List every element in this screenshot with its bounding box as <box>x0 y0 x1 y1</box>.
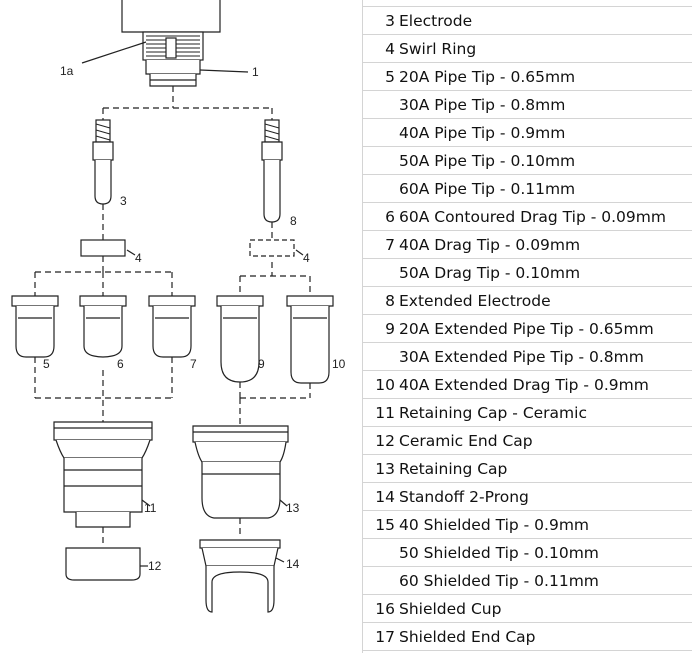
part-description: Electrode <box>399 7 692 35</box>
table-row <box>362 343 692 371</box>
part-description: 60 Shielded Tip - 0.11mm <box>399 567 692 595</box>
part-description: 40A Drag Tip - 0.09mm <box>399 231 692 259</box>
contoured-drag-tip <box>80 296 126 357</box>
callout-1a: 1a <box>60 64 74 78</box>
table-row <box>362 539 692 567</box>
callout-14: 14 <box>286 557 300 571</box>
table-row <box>362 623 692 651</box>
torch-head <box>122 0 220 86</box>
callout-8: 8 <box>290 214 297 228</box>
part-number: 4 <box>362 35 399 63</box>
table-row <box>362 203 692 231</box>
table-row <box>362 287 692 315</box>
part-number <box>362 567 399 595</box>
table-row <box>362 231 692 259</box>
part-description: 40A Extended Drag Tip - 0.9mm <box>399 371 692 399</box>
part-description: 30A Extended Pipe Tip - 0.8mm <box>399 343 692 371</box>
part-description: 60A Pipe Tip - 0.11mm <box>399 175 692 203</box>
extended-drag-tip <box>287 296 333 383</box>
part-number <box>362 91 399 119</box>
part-description: 40 Shielded Tip - 0.9mm <box>399 511 692 539</box>
drag-tip <box>149 296 195 357</box>
part-number: 13 <box>362 455 399 483</box>
part-description: Ceramic End Cap <box>399 427 692 455</box>
part-number: 7 <box>362 231 399 259</box>
table-row <box>362 427 692 455</box>
retaining-cap <box>193 426 288 518</box>
part-description: Shielded End Cap <box>399 623 692 651</box>
parts-table <box>362 6 692 651</box>
part-number <box>362 539 399 567</box>
table-row <box>362 595 692 623</box>
callout-5: 5 <box>43 357 50 371</box>
part-description: Retaining Cap - Ceramic <box>399 399 692 427</box>
part-number: 8 <box>362 287 399 315</box>
table-row <box>362 315 692 343</box>
leader-14 <box>276 558 284 562</box>
part-description: 20A Extended Pipe Tip - 0.65mm <box>399 315 692 343</box>
part-description: 50A Drag Tip - 0.10mm <box>399 259 692 287</box>
callout-10: 10 <box>332 357 346 371</box>
leader-4a <box>127 250 135 255</box>
part-description: 50A Pipe Tip - 0.10mm <box>399 147 692 175</box>
table-row <box>362 7 692 35</box>
part-description: 40A Pipe Tip - 0.9mm <box>399 119 692 147</box>
extended-pipe-tip <box>217 296 263 382</box>
callout-4a: 4 <box>135 251 142 265</box>
part-number: 15 <box>362 511 399 539</box>
part-description: 20A Pipe Tip - 0.65mm <box>399 63 692 91</box>
callout-9: 9 <box>258 357 265 371</box>
retaining-cap-ceramic <box>54 422 152 527</box>
leader-1 <box>200 70 248 72</box>
swirl-ring-dashed <box>250 240 294 256</box>
part-number: 14 <box>362 483 399 511</box>
standoff-2-prong <box>200 540 280 612</box>
leader-4b <box>296 250 303 255</box>
table-row <box>362 399 692 427</box>
pipe-tip <box>12 296 58 357</box>
callout-3: 3 <box>120 194 127 208</box>
part-number: 11 <box>362 399 399 427</box>
part-number: 5 <box>362 63 399 91</box>
table-row <box>362 483 692 511</box>
part-number: 6 <box>362 203 399 231</box>
part-number: 3 <box>362 7 399 35</box>
part-number: 10 <box>362 371 399 399</box>
table-row <box>362 259 692 287</box>
callout-11: 11 <box>144 501 157 515</box>
part-description: 30A Pipe Tip - 0.8mm <box>399 91 692 119</box>
electrode <box>93 120 113 204</box>
part-description: Extended Electrode <box>399 287 692 315</box>
callout-12: 12 <box>148 559 162 573</box>
table-row <box>362 175 692 203</box>
table-row <box>362 35 692 63</box>
part-number: 9 <box>362 315 399 343</box>
part-description: 60A Contoured Drag Tip - 0.09mm <box>399 203 692 231</box>
callout-13: 13 <box>286 501 300 515</box>
swirl-ring <box>81 240 125 256</box>
table-row <box>362 119 692 147</box>
callout-6: 6 <box>117 357 124 371</box>
table-row <box>362 567 692 595</box>
part-number: 12 <box>362 427 399 455</box>
part-number <box>362 175 399 203</box>
part-number: 16 <box>362 595 399 623</box>
extended-electrode <box>262 120 282 222</box>
callout-1: 1 <box>252 65 259 79</box>
table-row <box>362 371 692 399</box>
part-description: Retaining Cap <box>399 455 692 483</box>
part-number: 17 <box>362 623 399 651</box>
part-description: Shielded Cup <box>399 595 692 623</box>
table-row <box>362 147 692 175</box>
table-row <box>362 63 692 91</box>
part-description: Standoff 2-Prong <box>399 483 692 511</box>
callout-4b: 4 <box>303 251 310 265</box>
part-number <box>362 343 399 371</box>
part-number <box>362 147 399 175</box>
leader-1a <box>82 42 146 63</box>
callout-7: 7 <box>190 357 197 371</box>
table-row <box>362 455 692 483</box>
table-row <box>362 91 692 119</box>
table-row <box>362 511 692 539</box>
part-number <box>362 119 399 147</box>
part-number <box>362 259 399 287</box>
part-description: 50 Shielded Tip - 0.10mm <box>399 539 692 567</box>
ceramic-end-cap <box>66 548 140 580</box>
part-description: Swirl Ring <box>399 35 692 63</box>
